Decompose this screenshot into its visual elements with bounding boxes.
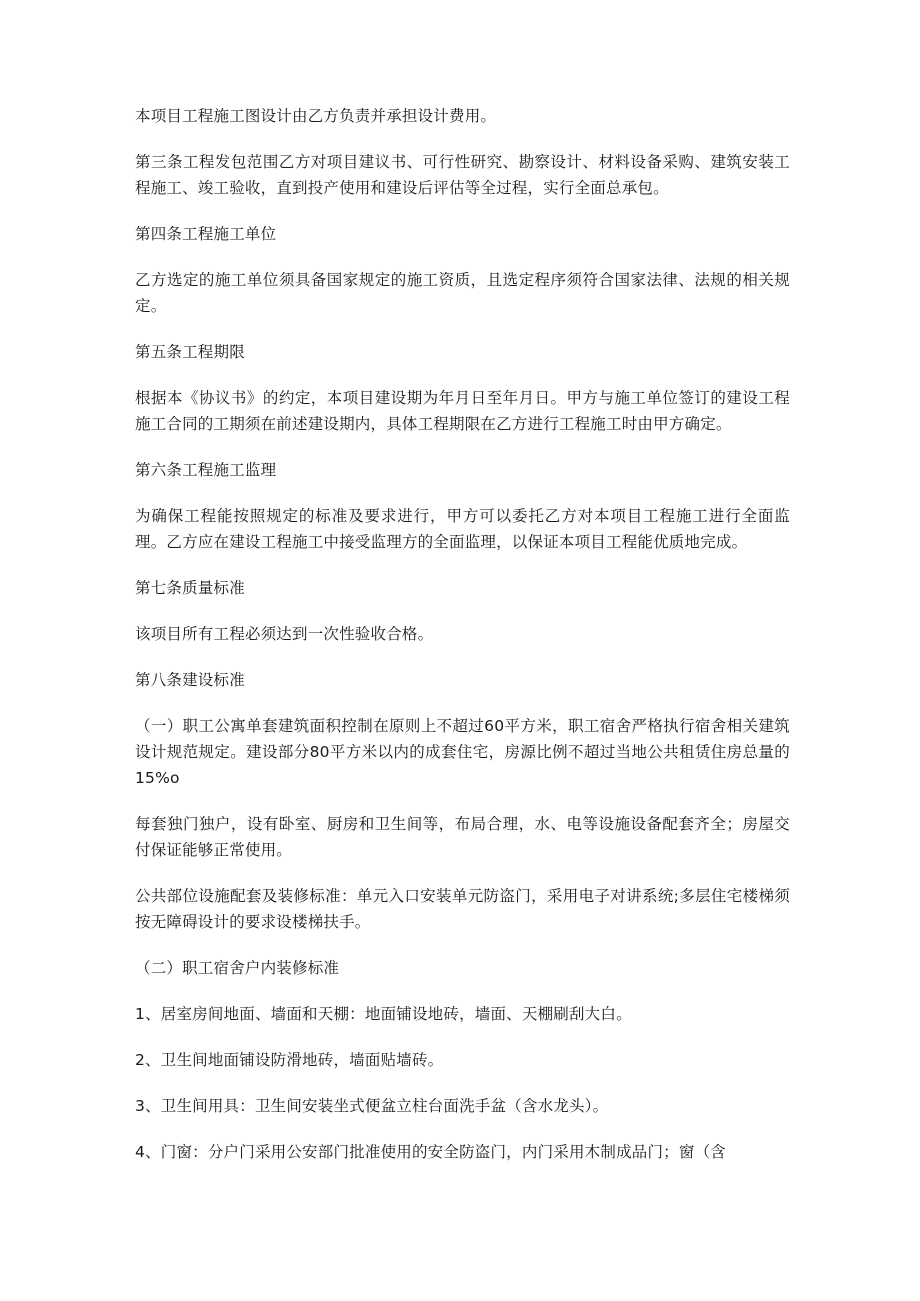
heading-article-5: 第五条工程期限 [135, 343, 245, 361]
paragraph-design-cost: 本项目工程施工图设计由乙方负责并承担设计费用。 [135, 107, 497, 125]
list-item-4: 4、门窗：分户门采用公安部门批准使用的安全防盗门，内门采用木制成品门；窗（含 [135, 1143, 726, 1161]
paragraph-article-4-body: 乙方选定的施工单位须具备国家规定的施工资质，且选定程序须符合国家法律、法规的相关规定。 [135, 271, 790, 315]
paragraph-article-6-body: 为确保工程能按照规定的标准及要求进行，甲方可以委托乙方对本项目工程施工进行全面监理。乙方应在建设工程施工中接受监理方的全面监理，以保证本项目工程能优质地完成。 [135, 507, 790, 551]
heading-article-8: 第八条建设标准 [135, 671, 245, 689]
heading-article-4: 第四条工程施工单位 [135, 225, 277, 243]
document-body [135, 103, 790, 1185]
paragraph-article-7-body: 该项目所有工程必须达到一次性验收合格。 [135, 625, 434, 643]
list-item-1: 1、居室房间地面、墙面和天棚：地面铺设地砖，墙面、天棚刷刮大白。 [135, 1005, 632, 1023]
heading-article-8-section-2: （二）职工宿舍户内装修标准 [135, 959, 340, 977]
paragraph-article-3-scope: 第三条工程发包范围乙方对项目建议书、可行性研究、勘察设计、材料设备采购、建筑安装工程施工、竣工验收，直到投产使用和建设后评估等全过程，实行全面总承包。 [135, 153, 790, 197]
heading-article-6: 第六条工程施工监理 [135, 461, 277, 479]
paragraph-public-facilities: 公共部位设施配套及装修标准：单元入口安装单元防盗门，采用电子对讲系统;多层住宅楼梯须按无障碍设计的要求设楼梯扶手。 [135, 887, 790, 931]
paragraph-article-8-section-1: （一）职工公寓单套建筑面积控制在原则上不超过60平方米，职工宿舍严格执行宿舍相关建筑设计规范规定。建设部分80平方米以内的成套住宅，房源比例不超过当地公共租赁住房总量的15%o [135, 717, 790, 787]
paragraph-article-5-body: 根据本《协议书》的约定，本项目建设期为年月日至年月日。甲方与施工单位签订的建设工程施工合同的工期须在前述建设期内，具体工程期限在乙方进行工程施工时由甲方确定。 [135, 389, 790, 433]
heading-article-7: 第七条质量标准 [135, 579, 245, 597]
list-item-3: 3、卫生间用具：卫生间安装坐式便盆立柱台面洗手盆（含水龙头）。 [135, 1097, 609, 1115]
list-item-2: 2、卫生间地面铺设防滑地砖，墙面贴墙砖。 [135, 1051, 444, 1069]
paragraph-unit-layout: 每套独门独户，设有卧室、厨房和卫生间等，布局合理，水、电等设施设备配套齐全；房屋交付保证能够正常使用。 [135, 815, 790, 859]
